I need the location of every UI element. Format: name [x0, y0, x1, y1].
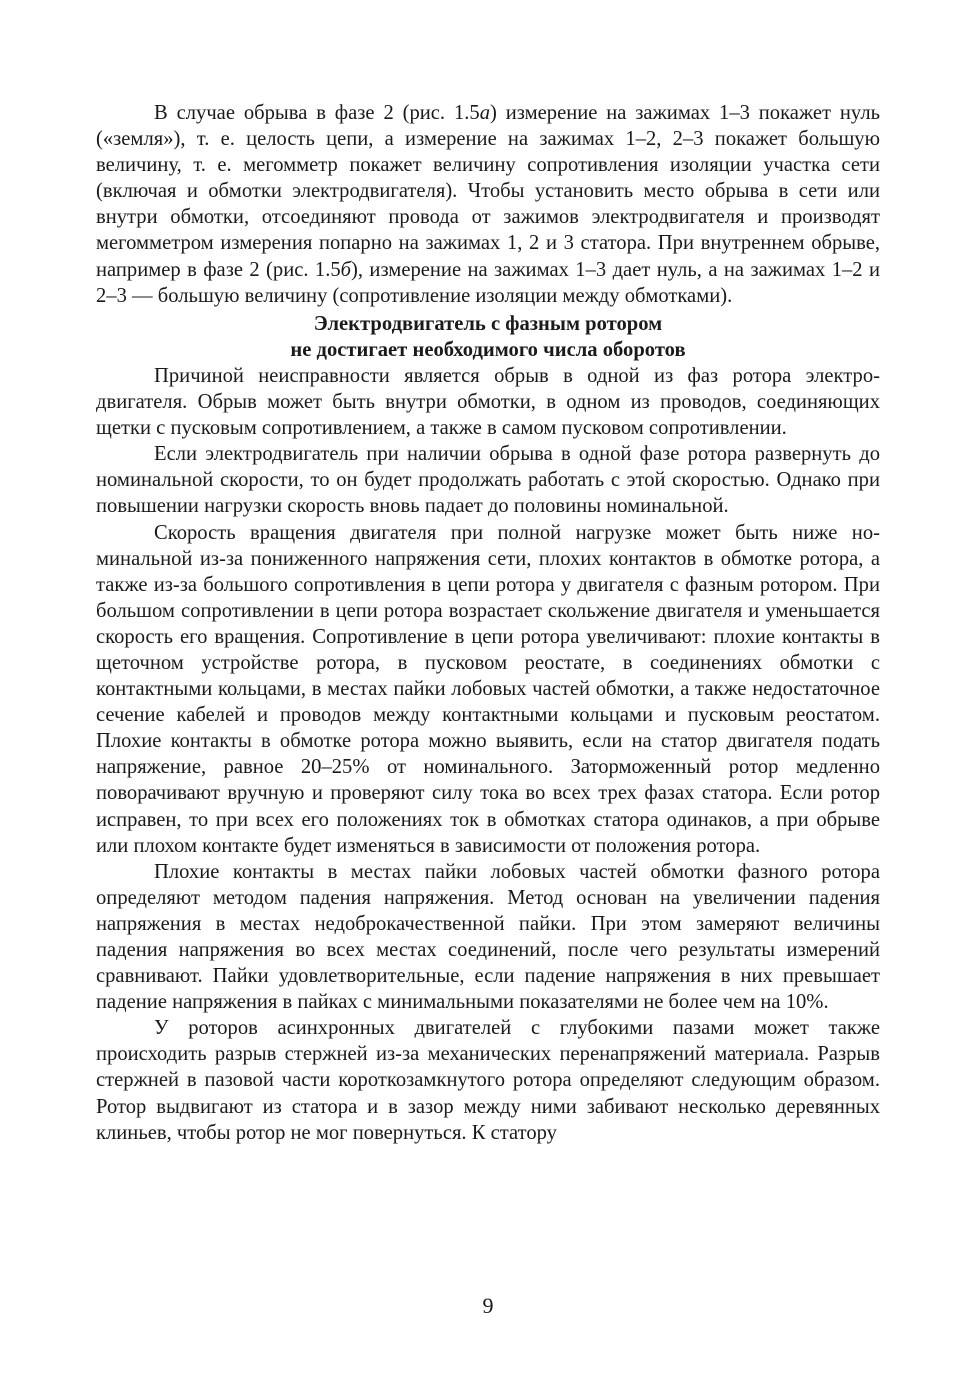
paragraph-solder-joints: Плохие контакты в местах пайки лобовых частей обмотки фазного ротора определяют методом падения напряжения. Метод основан на увеличении падения напряжения в местах недоброкачественной пайки. При этом замеряют величины падения напряжения во всех местах соединений, после чего результаты измерений сравнивают. Пайки удовлетворительные, если падение напряжения в них превышает падение напряжения в пайках с минимальными показателями не более чем на 10%. — [96, 860, 880, 1014]
section-heading-line-1: Электродвигатель с фазным ротором — [313, 312, 663, 335]
paragraph-deep-slot-rotors: У роторов асинхронных двигателей с глубокими пазами может также происходить разрыв стержней из-за механических перенапряжений материала. Разрыв стержней в пазовой части короткозамкнутого ротора определяют следующим образом. Ротор выдвигают из статора и в зазор между ними забивают несколько деревянных клиньев, чтобы ротор не мог повернуться. К статору — [96, 1017, 880, 1144]
paragraph-fault-cause: Причиной неисправности является обрыв в одной из фаз ротора электродвигателя. Обрыв может быть внутри обмотки, в одном из проводов, соединяющих щетки с пусковым сопротивлением, а также в самом пусковом сопротивлении. — [96, 364, 880, 440]
section-heading-line-2: не достигает необходимого числа оборотов — [290, 338, 686, 361]
figure-label-italic: а — [479, 102, 490, 124]
paragraph-segment: В случае обрыва в фазе 2 (рис. 1.5 — [154, 102, 480, 124]
paragraph-segment: ) измерение на зажимах 1–3 покажет нуль («земля»), т. е. целость цепи, а измерение на зажимах 1–2, 2–3 покажет большую величину, т. е. мегомметр покажет величину сопротивления изоляции участка сети (включая и обмотки электродвигателя). Чтобы установить место обрыва в сети или внутри обмотки, отсоединяют провода от зажимов электродвигателя и производят мегомметром измерения попарно на зажимах 1, 2 и 3 статора. При внутреннем обрыве, например в фазе 2 (рис. 1.5 — [96, 102, 880, 281]
page-body — [96, 100, 880, 1146]
page-number: 9 — [482, 1293, 494, 1318]
figure-label-italic: б — [340, 258, 352, 281]
section-heading — [96, 311, 880, 363]
paragraph-segment: ), измерение на зажимах 1–3 дает нуль, а на зажимах 1–2 и 2–3 — большую величину (сопротивление изоляции между обмотками). — [96, 258, 880, 307]
paragraph-open-phase-measurement — [96, 100, 880, 309]
paragraph-rotor-resistance: Скорость вращения двигателя при полной нагрузке может быть ниже номинальной из-за пониженного напряжения сети, плохих контактов в обмотке ротора, а также из-за большого сопротивления в цепи ротора у двигателя с фазным ротором. При большом сопротивлении в цепи ротора возрастает скольжение двигателя и уменьшается скорость его вращения. Сопротивление в цепи ротора увеличивают: плохие контакты в щеточном устройстве ротора, в пусковом реостате, в соединениях обмотки с контактными кольцами, в местах пайки лобовых частей обмотки, а также недостаточное сечение кабелей и проводов между контактными кольцами и пусковым реостатом. Плохие контакты в обмотке ротора можно выявить, если на статор двигателя подать напряжение, равное 20–25% от номинального. Заторможенный ротор медленно поворачивают вручную и проверяют силу тока во всех трех фазах статора. Если ротор исправен, то при всех его положениях ток в обмотках статора одинаков, а при обрыве или плохом контакте будет изменяться в зависимости от положения ротора. — [96, 521, 880, 857]
paragraph-speed-under-load: Если электродвигатель при наличии обрыва в одной фазе ротора развернуть до номинальной скорости, то он будет продолжать работать с этой скоростью. Однако при повышении нагрузки скорость вновь падает до половины номинальной. — [96, 443, 880, 518]
